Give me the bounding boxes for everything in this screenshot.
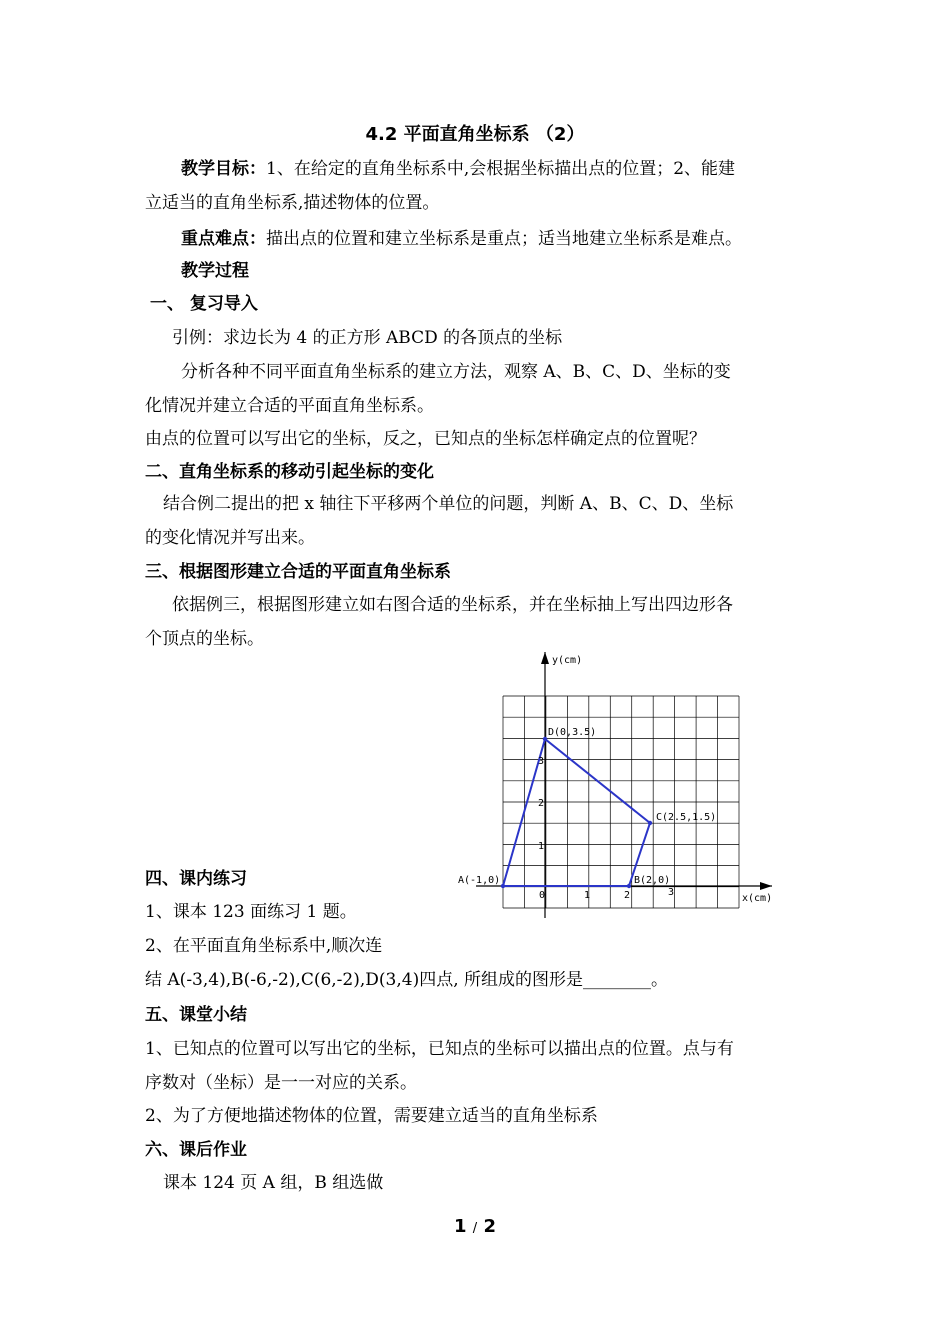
page-number — [0, 1216, 950, 1237]
grid-lines — [503, 696, 739, 908]
section-4-exercise-2b: 结 A(-3,4),B(-6,-2),C(6,-2),D(3,4)四点, 所组成的图形是________。 — [145, 970, 669, 990]
total-pages: 2 — [483, 1216, 496, 1237]
section-4-exercise-2a: 2、在平面直角坐标系中,顺次连 — [145, 936, 383, 956]
vertex-d — [543, 737, 547, 741]
process-heading: 教学过程 — [181, 261, 249, 281]
point-label-c: C(2.5,1.5) — [656, 812, 717, 823]
key-text: 描出点的位置和建立坐标系是重点；适当地建立坐标系是难点。 — [266, 229, 742, 249]
section-1-example: 引例：求边长为 4 的正方形 ABCD 的各顶点的坐标 — [172, 328, 563, 348]
section-6-text: 课本 124 页 A 组，B 组选做 — [163, 1173, 384, 1193]
current-page: 1 — [453, 1216, 467, 1237]
origin-label: 0 — [539, 890, 546, 901]
x-axis-label: x(cm) — [742, 893, 773, 904]
section-4-exercise-1: 1、课本 123 面练习 1 题。 — [145, 902, 357, 922]
y-tick-3: 3 — [538, 756, 545, 767]
section-5-text-2: 序数对（坐标）是一一对应的关系。 — [145, 1073, 417, 1093]
point-label-d: D(0,3.5) — [548, 727, 597, 738]
point-label-a: A(-1,0) — [458, 875, 501, 886]
key-points — [181, 228, 742, 250]
section-3-text-1: 依据例三，根据图形建立如右图合适的坐标系，并在坐标抽上写出四边形各 — [172, 595, 733, 615]
vertex-c — [648, 821, 652, 825]
y-tick-2: 2 — [538, 798, 545, 809]
point-label-b: B(2,0) — [634, 875, 671, 886]
section-1-analysis-1: 分析各种不同平面直角坐标系的建立方法，观察 A、B、C、D、坐标的变 — [181, 362, 731, 382]
vertex-a — [501, 884, 505, 888]
section-1-analysis-2: 化情况并建立合适的平面直角坐标系。 — [145, 396, 434, 416]
section-2-text-1: 结合例二提出的把 x 轴往下平移两个单位的问题，判断 A、B、C、D、坐标 — [163, 494, 734, 514]
section-3-heading: 三、根据图形建立合适的平面直角坐标系 — [145, 562, 451, 582]
section-1-heading: 一、 复习导入 — [150, 294, 258, 314]
section-2-text-2: 的变化情况并写出来。 — [145, 528, 315, 548]
page-title: 4.2 平面直角坐标系 （2） — [365, 124, 585, 145]
key-label: 重点难点： — [181, 229, 266, 249]
goal-text-1: 1、在给定的直角坐标系中,会根据坐标描出点的位置；2、能建 — [266, 159, 736, 179]
quadrilateral-abcd — [503, 739, 650, 886]
goal-label: 教学目标： — [181, 159, 266, 179]
vertex-markers — [501, 737, 652, 888]
x-tick-2: 2 — [624, 890, 631, 901]
x-axis-arrow — [760, 882, 772, 890]
y-axis-label: y(cm) — [552, 655, 583, 666]
section-6-heading: 六、课后作业 — [145, 1140, 247, 1160]
section-2-heading: 二、直角坐标系的移动引起坐标的变化 — [145, 462, 434, 482]
goal-text-2: 立适当的直角坐标系,描述物体的位置。 — [145, 193, 440, 213]
x-tick-1: 1 — [584, 890, 591, 901]
y-tick-1: 1 — [538, 841, 545, 852]
section-1-question: 由点的位置可以写出它的坐标，反之，已知点的坐标怎样确定点的位置呢？ — [145, 429, 706, 449]
page-separator: / — [472, 1221, 478, 1236]
vertex-b — [627, 884, 631, 888]
teaching-goal — [181, 158, 735, 180]
section-5-text-3: 2、为了方便地描述物体的位置，需要建立适当的直角坐标系 — [145, 1106, 598, 1126]
section-3-text-2: 个顶点的坐标。 — [145, 629, 264, 649]
x-tick-3: 3 — [668, 887, 675, 898]
section-5-text-1: 1、已知点的位置可以写出它的坐标，已知点的坐标可以描出点的位置。点与有 — [145, 1039, 734, 1059]
section-4-heading: 四、课内练习 — [145, 869, 247, 889]
axes — [476, 652, 772, 918]
section-5-heading: 五、课堂小结 — [145, 1005, 247, 1025]
y-axis-arrow — [541, 652, 549, 664]
